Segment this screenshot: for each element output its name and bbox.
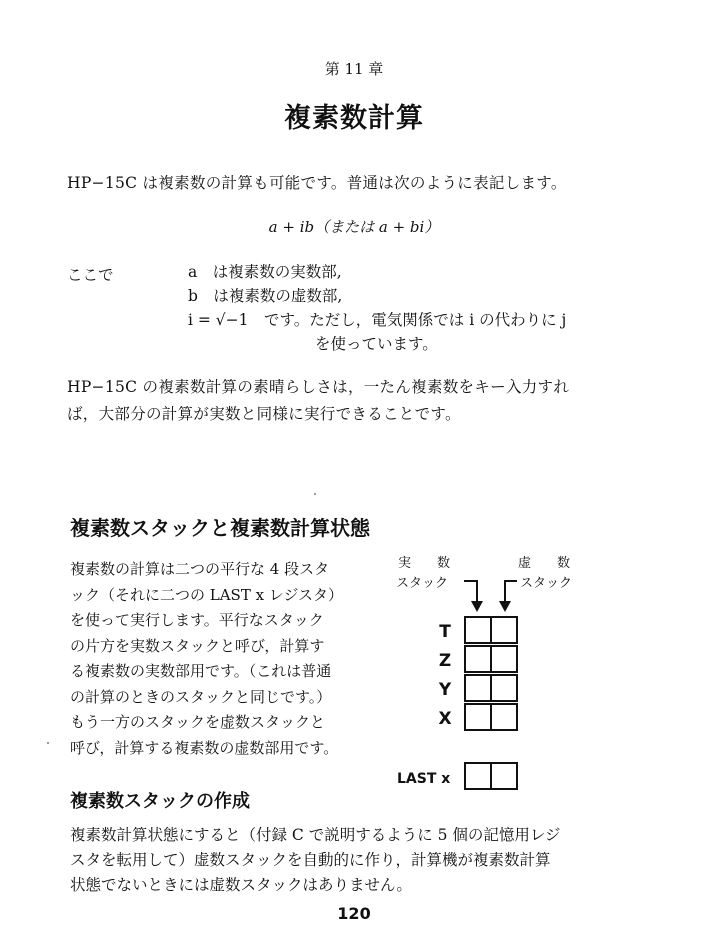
stack-paragraph bbox=[70, 557, 343, 761]
real-stack-register-y bbox=[464, 674, 492, 702]
definition-continuation: を使っています。 bbox=[315, 335, 438, 353]
imag-stack-register-x bbox=[490, 703, 518, 731]
subsection-heading: 複素数スタックの作成 bbox=[70, 791, 250, 812]
real-stack-arrow-icon bbox=[464, 581, 483, 612]
paragraph-line: を使って実行します。平行なスタック bbox=[70, 611, 324, 629]
register-label-x: X bbox=[438, 709, 452, 729]
real-stack-label-top: 実 数 bbox=[398, 556, 451, 571]
paragraph-line: ック（それに二つの LAST x レジスタ） bbox=[70, 585, 344, 604]
merit-paragraph bbox=[67, 374, 569, 428]
paragraph-line: 複素数の計算は二つの平行な 4 段スタ bbox=[70, 560, 330, 578]
paragraph-line: 状態でないときには虚数スタックはありません。 bbox=[70, 876, 412, 894]
paragraph-line: 呼び，計算する複素数の虚数部用です。 bbox=[70, 738, 339, 757]
paragraph-line: の片方を実数スタックと呼び，計算す bbox=[70, 636, 325, 655]
paragraph-line: もう一方のスタックを虚数スタックと bbox=[70, 713, 326, 731]
real-stack-register-x bbox=[464, 703, 492, 731]
page-number: 120 bbox=[337, 904, 371, 923]
imag-lastx-register bbox=[490, 762, 518, 790]
paragraph-line: スタを転用して）虚数スタックを自動的に作り，計算機が複素数計算 bbox=[70, 851, 551, 869]
paragraph-line: る複素数の実数部用です。（これは普通 bbox=[70, 662, 332, 680]
imag-stack-arrow-icon bbox=[499, 581, 517, 612]
section-heading: 複素数スタックと複素数計算状態 bbox=[70, 516, 370, 540]
register-label-z: Z bbox=[438, 651, 452, 671]
imag-stack-register-z bbox=[490, 645, 518, 673]
definition-real-part: a は複素数の実数部, bbox=[188, 263, 342, 281]
page-title: 複素数計算 bbox=[284, 103, 424, 134]
real-stack-register-z bbox=[464, 645, 492, 673]
merit-line: HP−15C の複素数計算の素晴らしさは，一たん複素数をキー入力すれ bbox=[67, 378, 570, 396]
stack-pointer-arrows bbox=[380, 548, 610, 618]
complex-formula: a + ib（または a + bi） bbox=[268, 218, 440, 236]
imag-stack-register-t bbox=[490, 616, 518, 644]
chapter-label: 第 11 章 bbox=[324, 60, 384, 78]
register-label-y: Y bbox=[438, 680, 452, 700]
lastx-label: LAST x bbox=[397, 771, 451, 787]
paragraph-line: の計算のときのスタックと同じです。） bbox=[70, 687, 332, 706]
imag-stack-register-y bbox=[490, 674, 518, 702]
real-stack-label-bottom: スタック bbox=[396, 576, 449, 591]
scan-speck bbox=[47, 742, 49, 744]
definitions-lead: ここで bbox=[67, 266, 114, 284]
merit-line: ば，大部分の計算が実数と同様に実行できることです。 bbox=[67, 405, 461, 423]
definition-imaginary-part: b は複素数の虚数部, bbox=[188, 287, 343, 305]
scan-speck bbox=[314, 493, 316, 495]
real-lastx-register bbox=[464, 762, 492, 790]
stack-diagram bbox=[380, 548, 610, 808]
intro-paragraph: HP−15C は複素数の計算も可能です。普通は次のように表記します。 bbox=[67, 174, 567, 192]
real-stack-register-t bbox=[464, 616, 492, 644]
subsection-paragraph bbox=[70, 823, 561, 898]
definition-imaginary-unit: i = √−1 です。ただし，電気関係では i の代わりに j bbox=[188, 311, 567, 329]
register-label-t: T bbox=[439, 622, 451, 642]
paragraph-line: 複素数計算状態にすると（付録 C で説明するように 5 個の記憶用レジ bbox=[70, 826, 561, 844]
definitions-list bbox=[188, 260, 566, 356]
imag-stack-label-bottom: スタック bbox=[520, 576, 573, 591]
imag-stack-label-top: 虚 数 bbox=[518, 556, 571, 571]
